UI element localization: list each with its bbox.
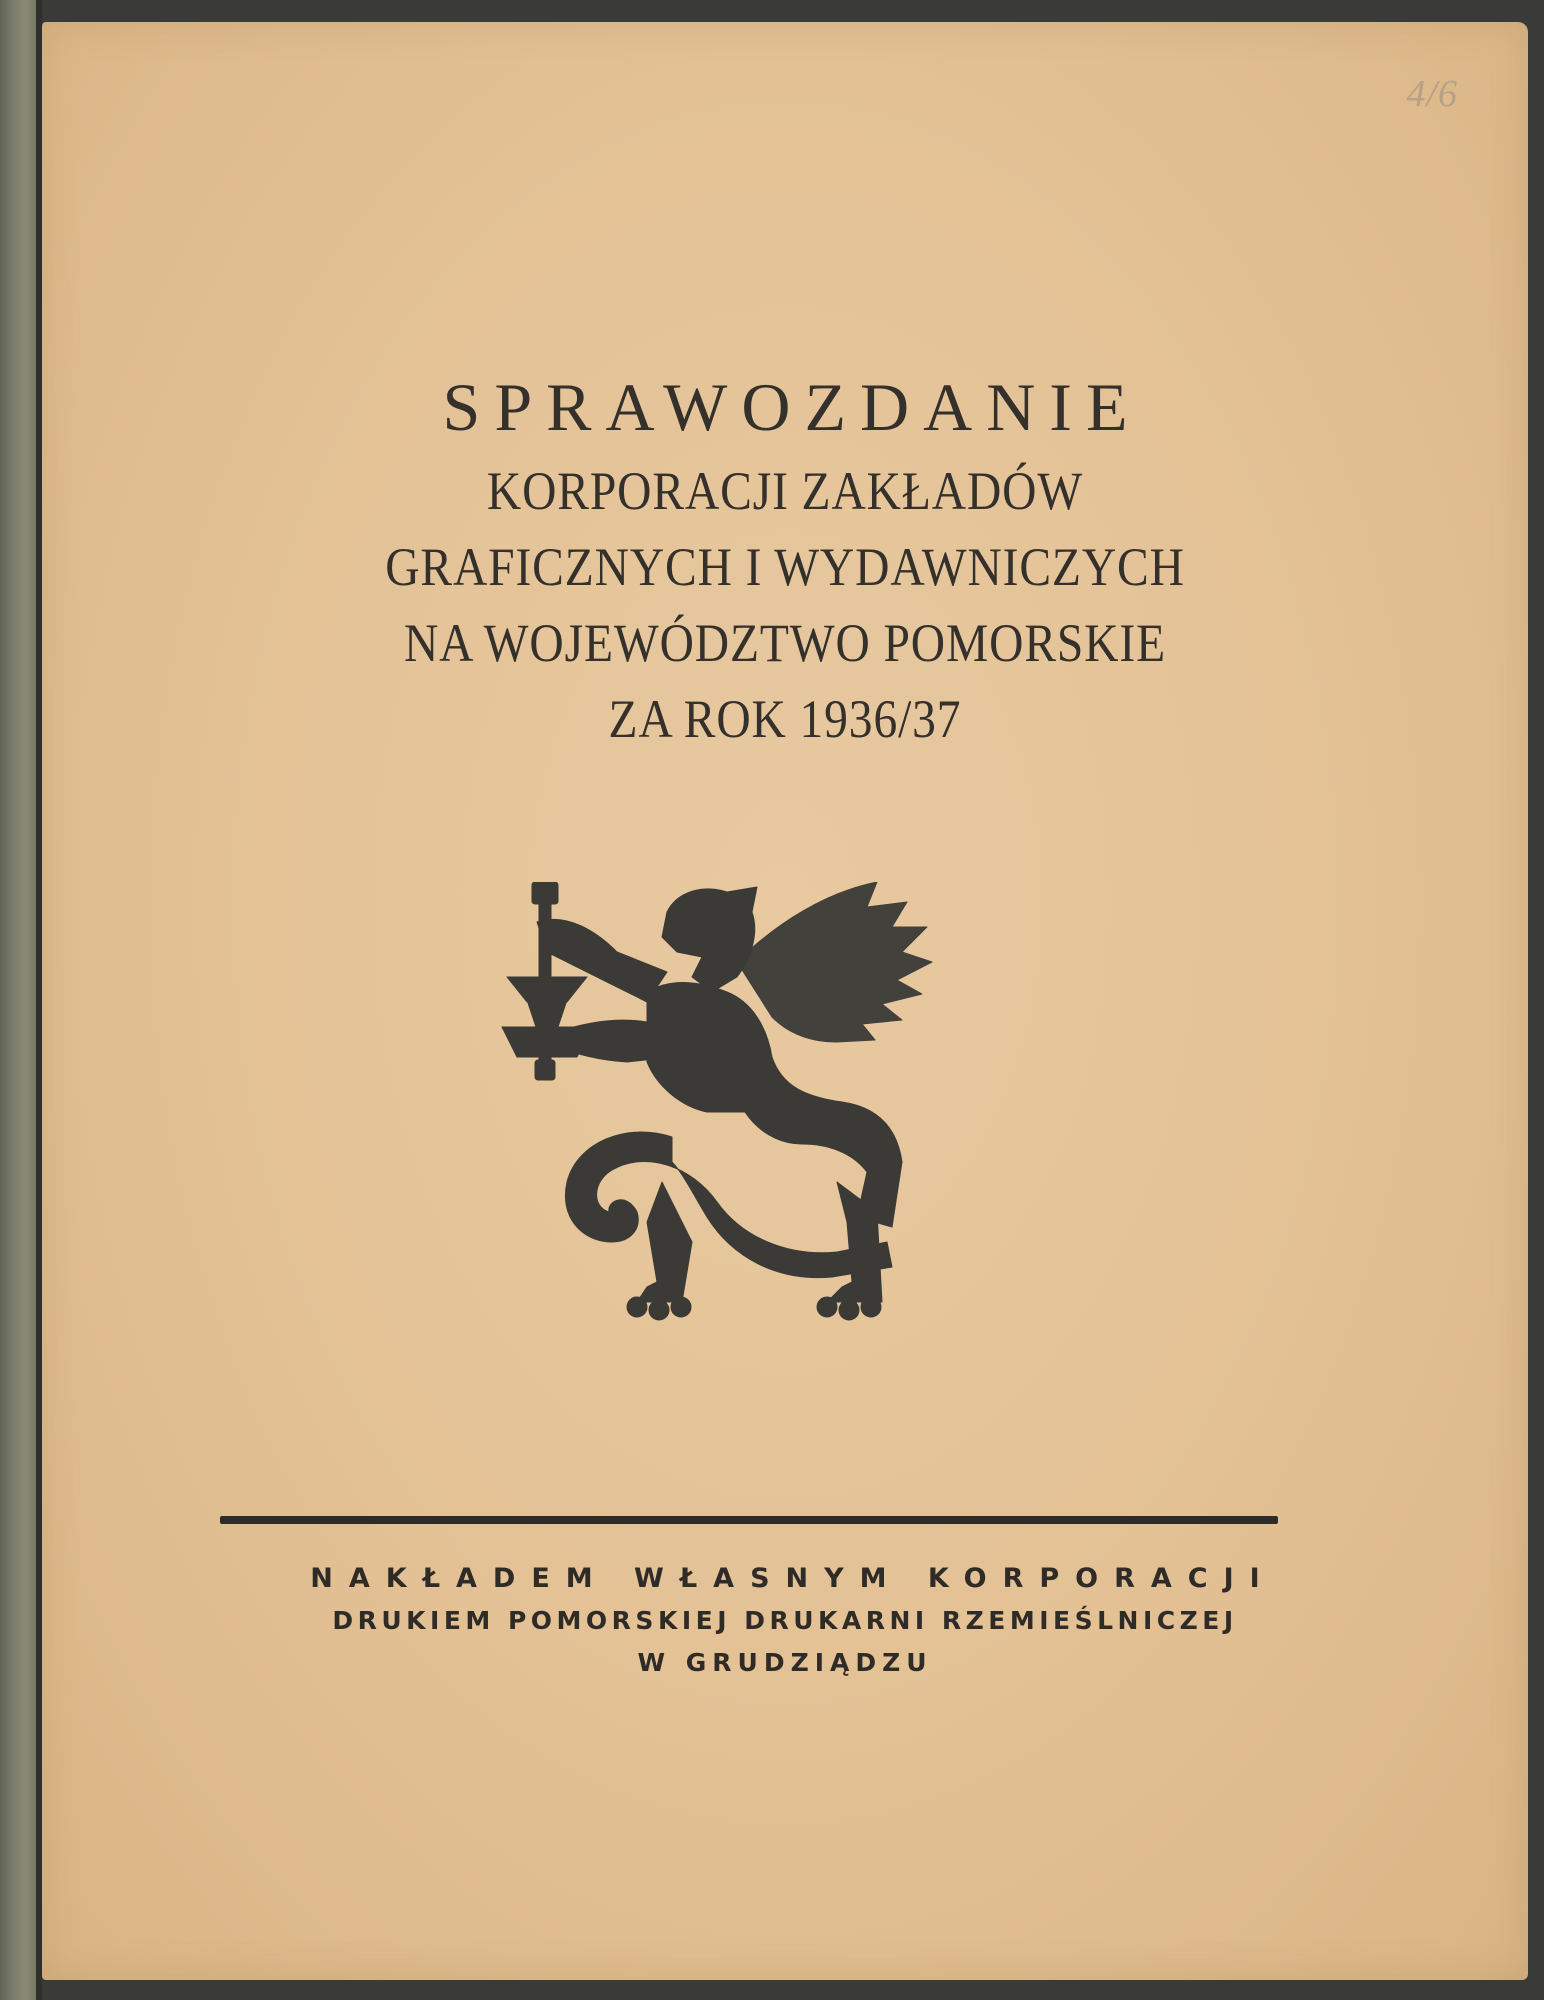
document-title: SPRAWOZDANIE: [442, 369, 1142, 445]
horizontal-rule: [220, 1516, 1278, 1524]
title-block: [42, 367, 1528, 757]
imprint-block: [42, 1558, 1528, 1684]
handwritten-page-note: 4/6: [1406, 73, 1458, 115]
imprint-line-1: NAKŁADEM WŁASNYM KORPORACJI: [310, 1563, 1276, 1594]
binding-spine: [0, 0, 40, 2000]
subtitle-line-3: NA WOJEWÓDZTWO POMORSKIE: [403, 613, 1167, 673]
subtitle-line-4: ZA ROK 1936/37: [608, 689, 962, 749]
subtitle-line-1: KORPORACJI ZAKŁADÓW: [486, 461, 1084, 521]
document-page: [42, 22, 1528, 1980]
imprint-line-2: DRUKIEM POMORSKIEJ DRUKARNI RZEMIEŚLNICZEJ: [332, 1606, 1238, 1635]
griffin-emblem-icon: [497, 882, 1037, 1342]
imprint-line-3: W GRUDZIĄDZU: [637, 1648, 933, 1677]
subtitle-line-2: GRAFICZNYCH I WYDAWNICZYCH: [385, 537, 1185, 597]
